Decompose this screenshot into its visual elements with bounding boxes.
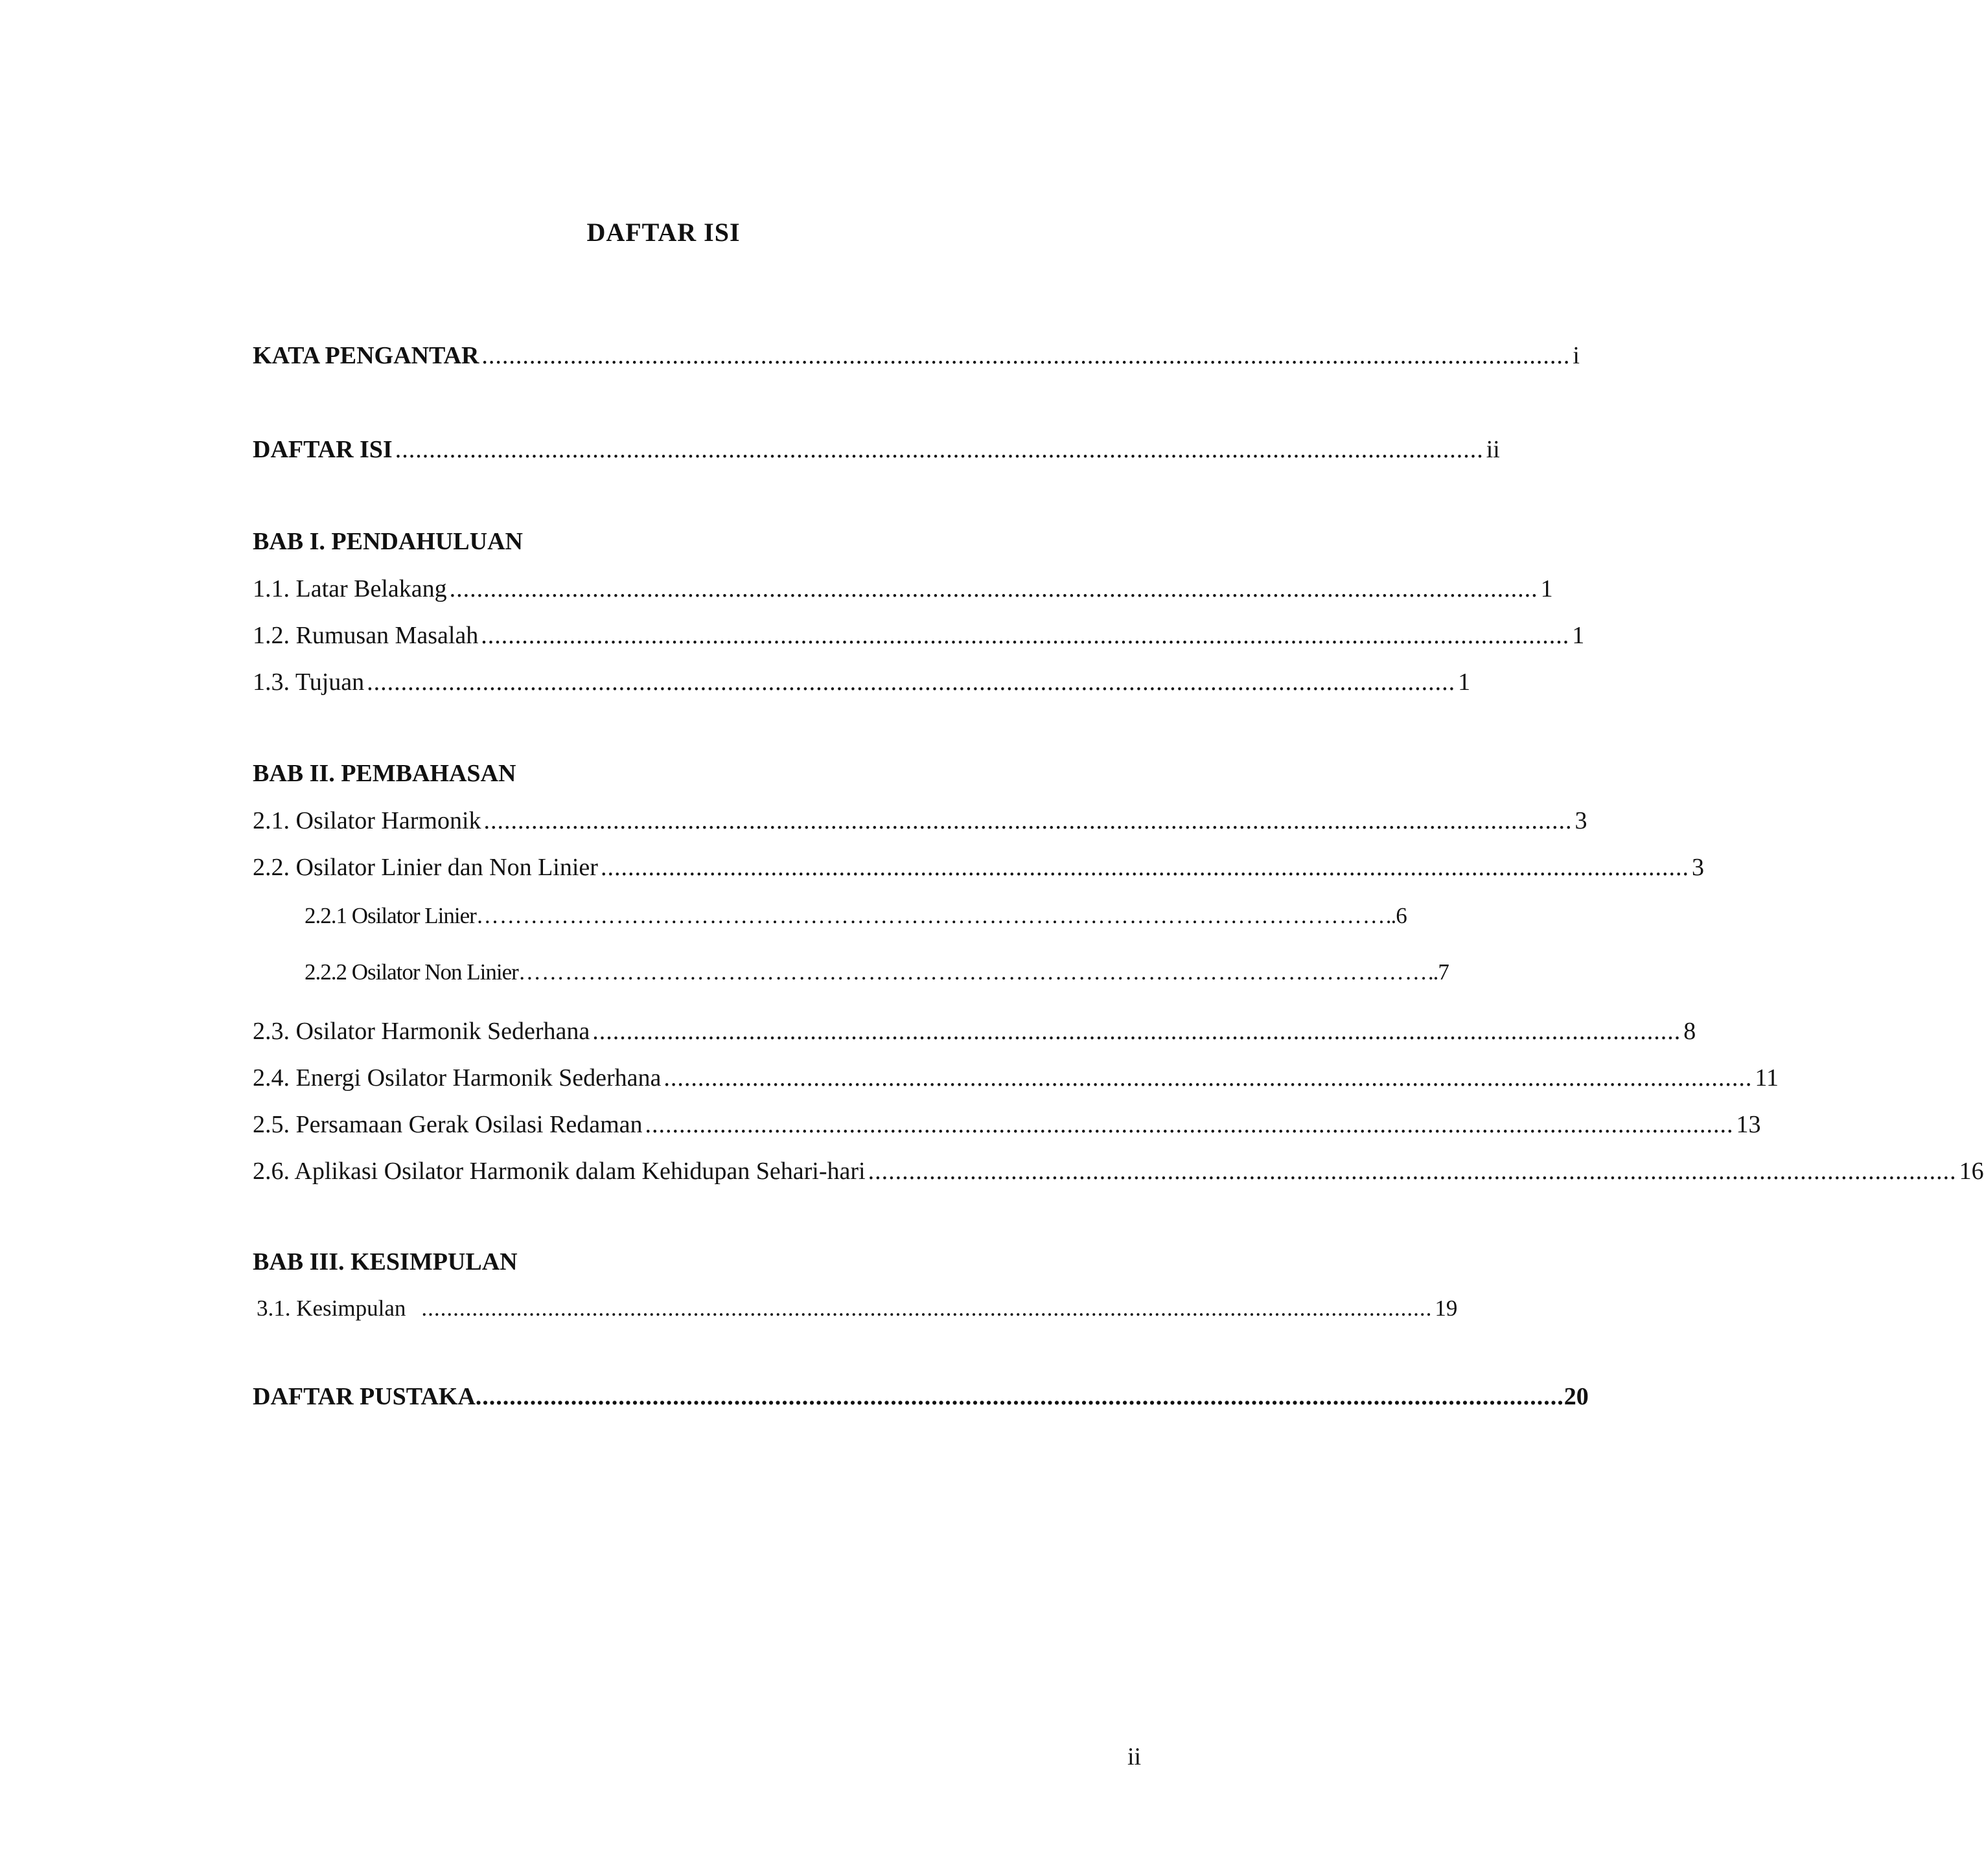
toc-entry-1-1 [253, 573, 1553, 604]
toc-entry-label: KATA PENGANTAR [253, 342, 479, 369]
toc-entry-label: 3.1. Kesimpulan [257, 1296, 406, 1321]
toc-entry-2-6 [253, 1156, 1984, 1187]
dot-leader: ................................................................................................................................................................ [481, 622, 1570, 649]
toc-entry-page: ..7 [1427, 959, 1449, 985]
toc-entry-2-2 [253, 852, 1704, 883]
toc-entry-1-2 [253, 620, 1585, 651]
toc-entry-page: i [1573, 342, 1580, 369]
toc-entry-2-4 [253, 1062, 1779, 1093]
toc-entry-2-2-2 [305, 957, 1449, 988]
toc-entry-label: 2.6. Aplikasi Osilator Harmonik dalam Kehidupan Sehari-hari [253, 1158, 866, 1185]
dot-leader: ................................................................................................................................................................ [663, 1064, 1753, 1092]
dot-leader: ................................................................................................................................................................ [868, 1158, 1957, 1185]
toc-entry-2-2-1 [305, 900, 1407, 932]
chapter-heading-bab-2: BAB II. PEMBAHASAN [253, 760, 516, 787]
dot-leader: ................................................................................................................................................................ [600, 854, 1689, 881]
toc-entry-label: 2.3. Osilator Harmonik Sederhana [253, 1018, 590, 1045]
toc-entry-label: DAFTAR ISI [253, 436, 393, 463]
chapter-heading-bab-1: BAB I. PENDAHULUAN [253, 528, 523, 555]
toc-entry-label: 2.2.2 Osilator Non Linier [305, 959, 518, 985]
toc-entry-1-3 [253, 667, 1471, 698]
toc-entry-page: 16 [1959, 1158, 1984, 1185]
dot-leader: ................................................................................................................................................................ [421, 1296, 1433, 1321]
dot-leader: ................................................................................................................................................................ [449, 575, 1538, 602]
toc-entry-daftar-isi [253, 434, 1500, 465]
toc-entry-page: 13 [1736, 1111, 1761, 1138]
toc-entry-page: 1 [1540, 575, 1553, 602]
dot-leader: ……………………………………………………………………………………………………… [518, 959, 1428, 985]
toc-entry-2-1 [253, 805, 1587, 836]
dot-leader: ................................................................................................................................................................ [475, 1383, 1564, 1410]
page-number: ii [1127, 1743, 1142, 1770]
toc-entry-label: 1.3. Tujuan [253, 669, 365, 696]
page-title: DAFTAR ISI [586, 218, 741, 247]
toc-entry-page: 8 [1683, 1018, 1696, 1045]
dot-leader: ................................................................................................................................................................ [645, 1111, 1734, 1138]
toc-entry-page: ii [1486, 436, 1500, 463]
toc-entry-label: 1.2. Rumusan Masalah [253, 622, 479, 649]
dot-leader: ................................................................................................................................................................ [481, 342, 1571, 369]
toc-entry-kata-pengantar [253, 340, 1580, 371]
chapter-heading-bab-3: BAB III. KESIMPULAN [253, 1248, 518, 1275]
toc-entry-page: 20 [1563, 1383, 1589, 1410]
dot-leader: ................................................................................................................................................................ [483, 807, 1573, 834]
dot-leader: ................................................................................................................................................................ [592, 1018, 1681, 1045]
toc-entry-3-1 [257, 1293, 1458, 1324]
dot-leader: ................................................................................................................................................................ [367, 669, 1456, 696]
dot-leader: ……………………………………………………………………………………………………… [476, 903, 1386, 928]
toc-entry-page: 1 [1458, 669, 1471, 696]
toc-entry-page: 11 [1755, 1064, 1779, 1092]
toc-entry-2-3 [253, 1016, 1696, 1047]
toc-entry-label: 2.5. Persamaan Gerak Osilasi Redaman [253, 1111, 643, 1138]
toc-entry-label: 2.1. Osilator Harmonik [253, 807, 481, 834]
toc-entry-page: 1 [1572, 622, 1585, 649]
toc-entry-label: DAFTAR PUSTAKA [253, 1383, 476, 1410]
toc-entry-page: 3 [1575, 807, 1587, 834]
dot-leader: ................................................................................................................................................................ [395, 436, 1484, 463]
toc-entry-page: 19 [1435, 1296, 1458, 1321]
toc-entry-2-5 [253, 1109, 1761, 1140]
toc-entry-label: 1.1. Latar Belakang [253, 575, 447, 602]
toc-entry-label: 2.4. Energi Osilator Harmonik Sederhana [253, 1064, 662, 1092]
toc-entry-daftar-pustaka [253, 1381, 1589, 1412]
toc-entry-page: ..6 [1385, 903, 1407, 928]
toc-entry-page: 3 [1691, 854, 1704, 881]
toc-entry-label: 2.2.1 Osilator Linier [305, 903, 476, 928]
toc-entry-label: 2.2. Osilator Linier dan Non Linier [253, 854, 598, 881]
